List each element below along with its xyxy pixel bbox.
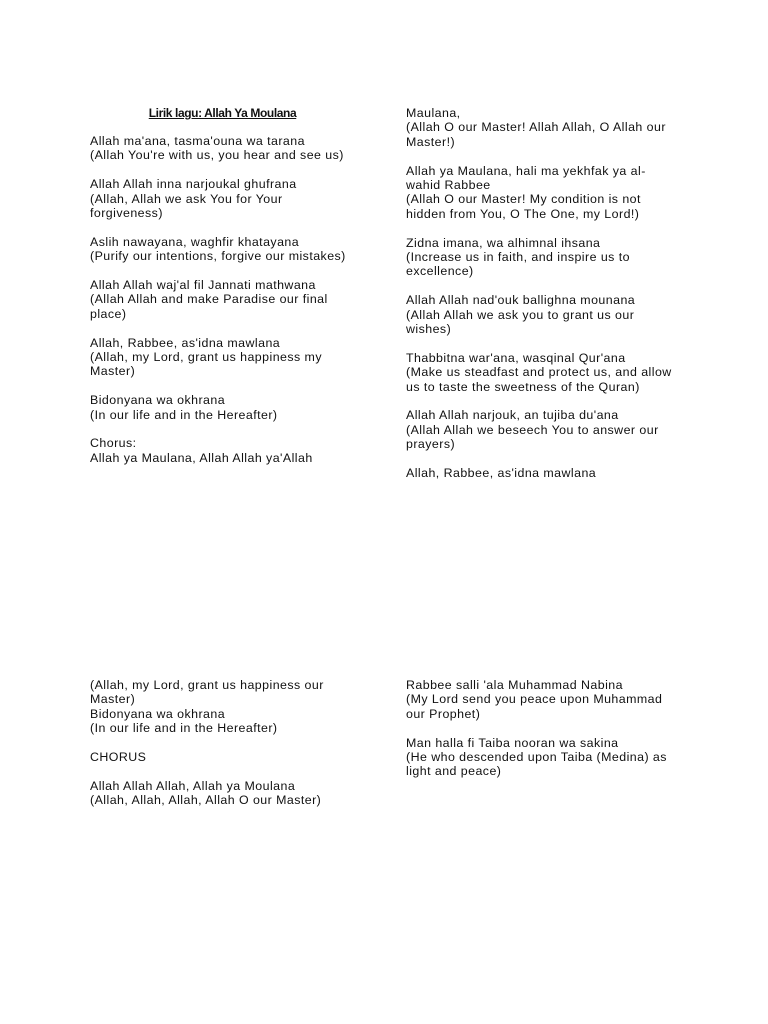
song-title: Lirik lagu: Allah Ya Moulana [148,106,297,120]
lyric-line: Allah ya Maulana, Allah Allah ya'Allah [90,450,313,465]
lyric-line: Bidonyana wa okhrana [90,706,226,721]
lyric-line: (Make us steadfast and protect us, and allow us to taste the sweetness of the Quran) [406,365,672,394]
lyric-line: Maulana, [406,106,461,120]
lyric-stanza [90,177,355,220]
lyric-line: Man halla fi Taiba nooran wa sakina [406,735,619,750]
lyric-line: (Purify our intentions, forgive our mistakes) [90,249,346,264]
lyric-line: Allah, Rabbee, as'idna mawlana [406,466,597,481]
lyric-stanza [406,678,676,721]
lyric-line: (In our life and in the Hereafter) [90,721,278,736]
lyric-line: Chorus: [90,436,137,451]
lyric-line: (Allah Allah we ask you to grant us our wishes) [406,307,635,337]
lyric-stanza [406,351,676,394]
lyric-stanza [406,293,676,336]
lyric-line: (Allah You're with us, you hear and see us) [90,148,344,163]
lyric-stanza [406,736,676,779]
lyric-line: Aslih nawayana, waghfir khatayana [90,234,300,249]
lyric-line: Zidna imana, wa alhimnal ihsana [406,235,601,250]
stanza-list [90,678,355,808]
lyric-line: Thabbitna war'ana, wasqinal Qur'ana [406,350,626,365]
lyric-stanza [406,164,676,222]
lyric-stanza [90,393,355,422]
lyric-line: CHORUS [90,750,147,765]
lyric-line: (Allah O our Master! Allah Allah, O Allah our Master!) [406,120,666,149]
lyric-line: (Allah, Allah, Allah, Allah O our Master) [90,793,322,808]
lyric-line: (Allah Allah we beseech You to answer our prayers) [406,422,659,452]
lyric-stanza [90,678,355,736]
lyric-line: Rabbee salli 'ala Muhammad Nabina [406,678,623,692]
lyric-stanza [406,408,676,451]
lyric-stanza [406,106,676,149]
stanza-list [90,134,355,465]
stanza-list [406,678,676,779]
lyric-line: (Allah Allah and make Paradise our final place) [90,292,328,321]
lyric-line: (My Lord send you peace upon Muhammad our Prophet) [406,692,663,721]
lyric-line: Bidonyana wa okhrana [90,393,226,408]
lyric-line: (Allah O our Master! My condition is not hidden from You, O The One, my Lord!) [406,192,641,221]
lyric-line: Allah ma'ana, tasma'ouna wa tarana [90,134,305,148]
lyric-stanza [90,436,355,465]
lyric-line: (In our life and in the Hereafter) [90,407,278,422]
lyric-stanza [406,466,676,480]
page1-right-column [406,106,676,495]
stanza-list [406,106,676,480]
lyric-line: Allah Allah Allah, Allah ya Moulana [90,778,296,793]
lyric-stanza [90,336,355,379]
lyric-stanza [90,134,355,163]
lyric-line: (Allah, my Lord, grant us happiness my Master) [90,350,322,379]
lyric-stanza [90,750,355,764]
lyric-line: Allah Allah narjouk, an tujiba du'ana [406,408,619,423]
lyric-stanza [90,779,355,808]
lyric-line: (Allah, my Lord, grant us happiness our Master) [90,678,324,707]
lyric-line: Allah Allah waj'al fil Jannati mathwana [90,278,316,293]
lyric-line: Allah Allah nad'ouk ballighna mounana [406,293,636,308]
lyric-stanza [90,278,355,321]
lyric-line: (He who descended upon Taiba (Medina) as light and peace) [406,750,667,779]
lyric-line: (Increase us in faith, and inspire us to excellence) [406,250,630,279]
lyric-stanza [90,235,355,264]
page2-left-column [90,678,355,822]
lyric-line: Allah Allah inna narjoukal ghufrana [90,177,297,192]
lyric-line: (Allah, Allah we ask You for Your forgiveness) [90,191,283,221]
lyric-stanza [406,236,676,279]
lyric-line: Allah, Rabbee, as'idna mawlana [90,335,281,350]
page2-right-column [406,678,676,793]
lyric-line: Allah ya Maulana, hali ma yekhfak ya al-wahid Rabbee [406,163,646,193]
page1-left-column [90,106,355,480]
